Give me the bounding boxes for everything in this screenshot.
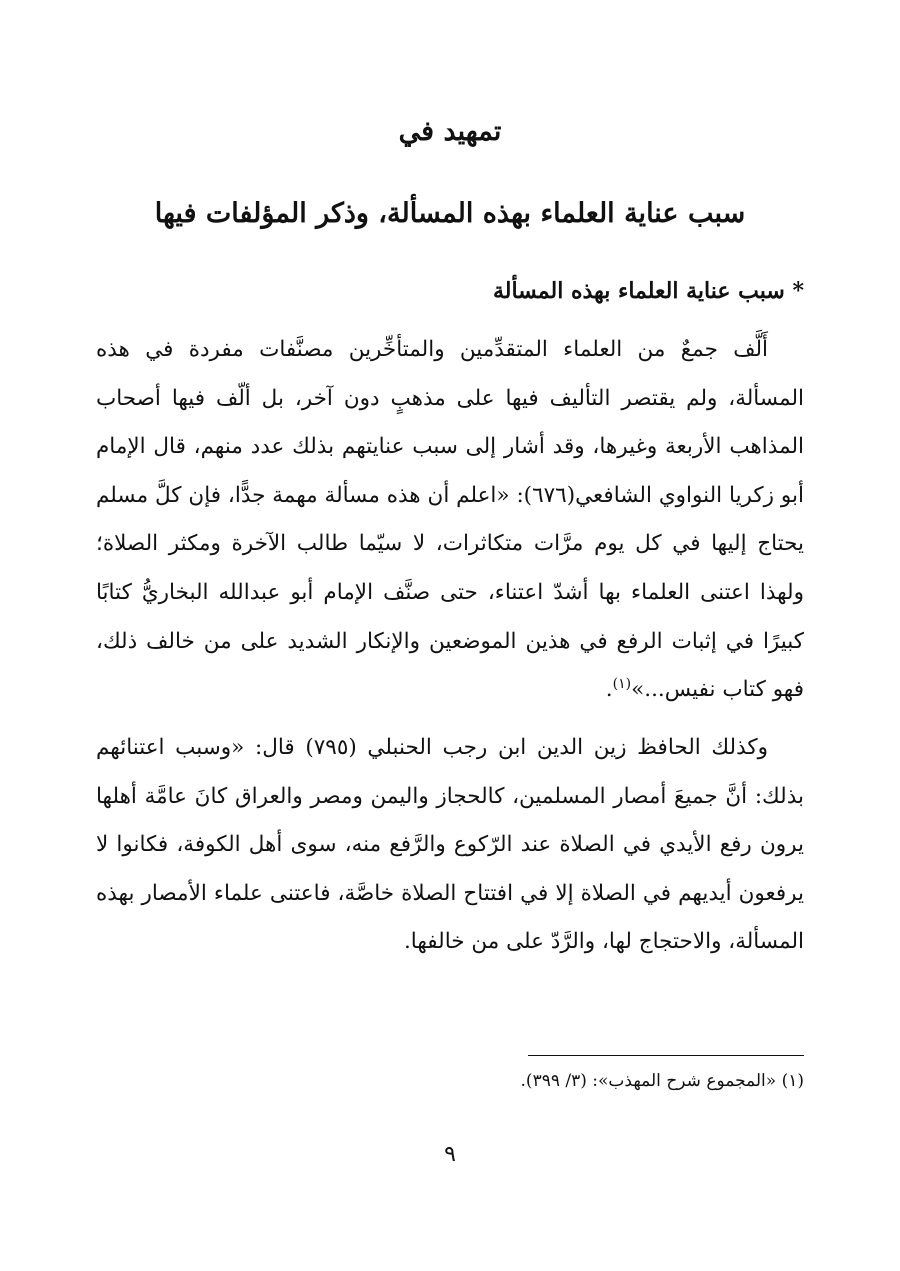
footnote-divider bbox=[528, 1055, 804, 1056]
paragraph-1 bbox=[96, 326, 804, 715]
footnote: (١) «المجموع شرح المهذب»: (٣/ ٣٩٩). bbox=[520, 1071, 804, 1091]
paragraph-2: وكذلك الحافظ زين الدين ابن رجب الحنبلي (٧٩٥) قال: «وسبب اعتنائهم بذلك: أنَّ جميعَ أمصار المسلمين، كالحجاز واليمن ومصر والعراق كانَ عامَّة أهلها يرون رفع الأيدي في الصلاة عند الرّكوع والرَّفع منه، سوى أهل الكوفة، فكانوا لا يرفعون أيديهم في الصلاة إلا في افتتاح الصلاة خاصَّة، فاعتنى علماء الأمصار بهذه المسألة، والاحتجاج لها، والرَّدّ على من خالفها. bbox=[96, 735, 804, 955]
paragraph-1-text: أَلَّف جمعٌ من العلماء المتقدِّمين والمتأخِّرين مصنَّفات مفردة في هذه المسألة، ولم يقتصر التأليف فيها على مذهبٍ دون آخر، بل ألّف فيها أصحاب المذاهب الأربعة وغيرها، وقد أشار إلى سبب عنايتهم بذلك عدد منهم، قال الإمام أبو زكريا النواوي الشافعي(٦٧٦): «اعلم أن هذه مسألة مهمة جدًّا، فإن كلَّ مسلم يحتاج إليها في كل يوم مرَّات متكاثرات، لا سيّما طالب الآخرة ومكثر الصلاة؛ ولهذا اعتنى العلماء بها أشدّ اعتناء، حتى صنَّف الإمام أبو عبدالله البخاريُّ كتابًا كبيرًا في إثبات الرفع في هذين الموضعين والإنكار الشديد على من خالف ذلك، فهو كتاب نفيس...» bbox=[96, 337, 804, 703]
page-number: ٩ bbox=[444, 1142, 456, 1167]
footnote-reference: (١) bbox=[612, 676, 632, 692]
chapter-title: تمهيد في bbox=[398, 116, 502, 147]
chapter-subtitle: سبب عناية العلماء بهذه المسألة، وذكر المؤلفات فيها bbox=[154, 198, 746, 229]
section-heading: * سبب عناية العلماء بهذه المسألة bbox=[492, 278, 804, 304]
paragraph-1-end: . bbox=[605, 677, 613, 703]
